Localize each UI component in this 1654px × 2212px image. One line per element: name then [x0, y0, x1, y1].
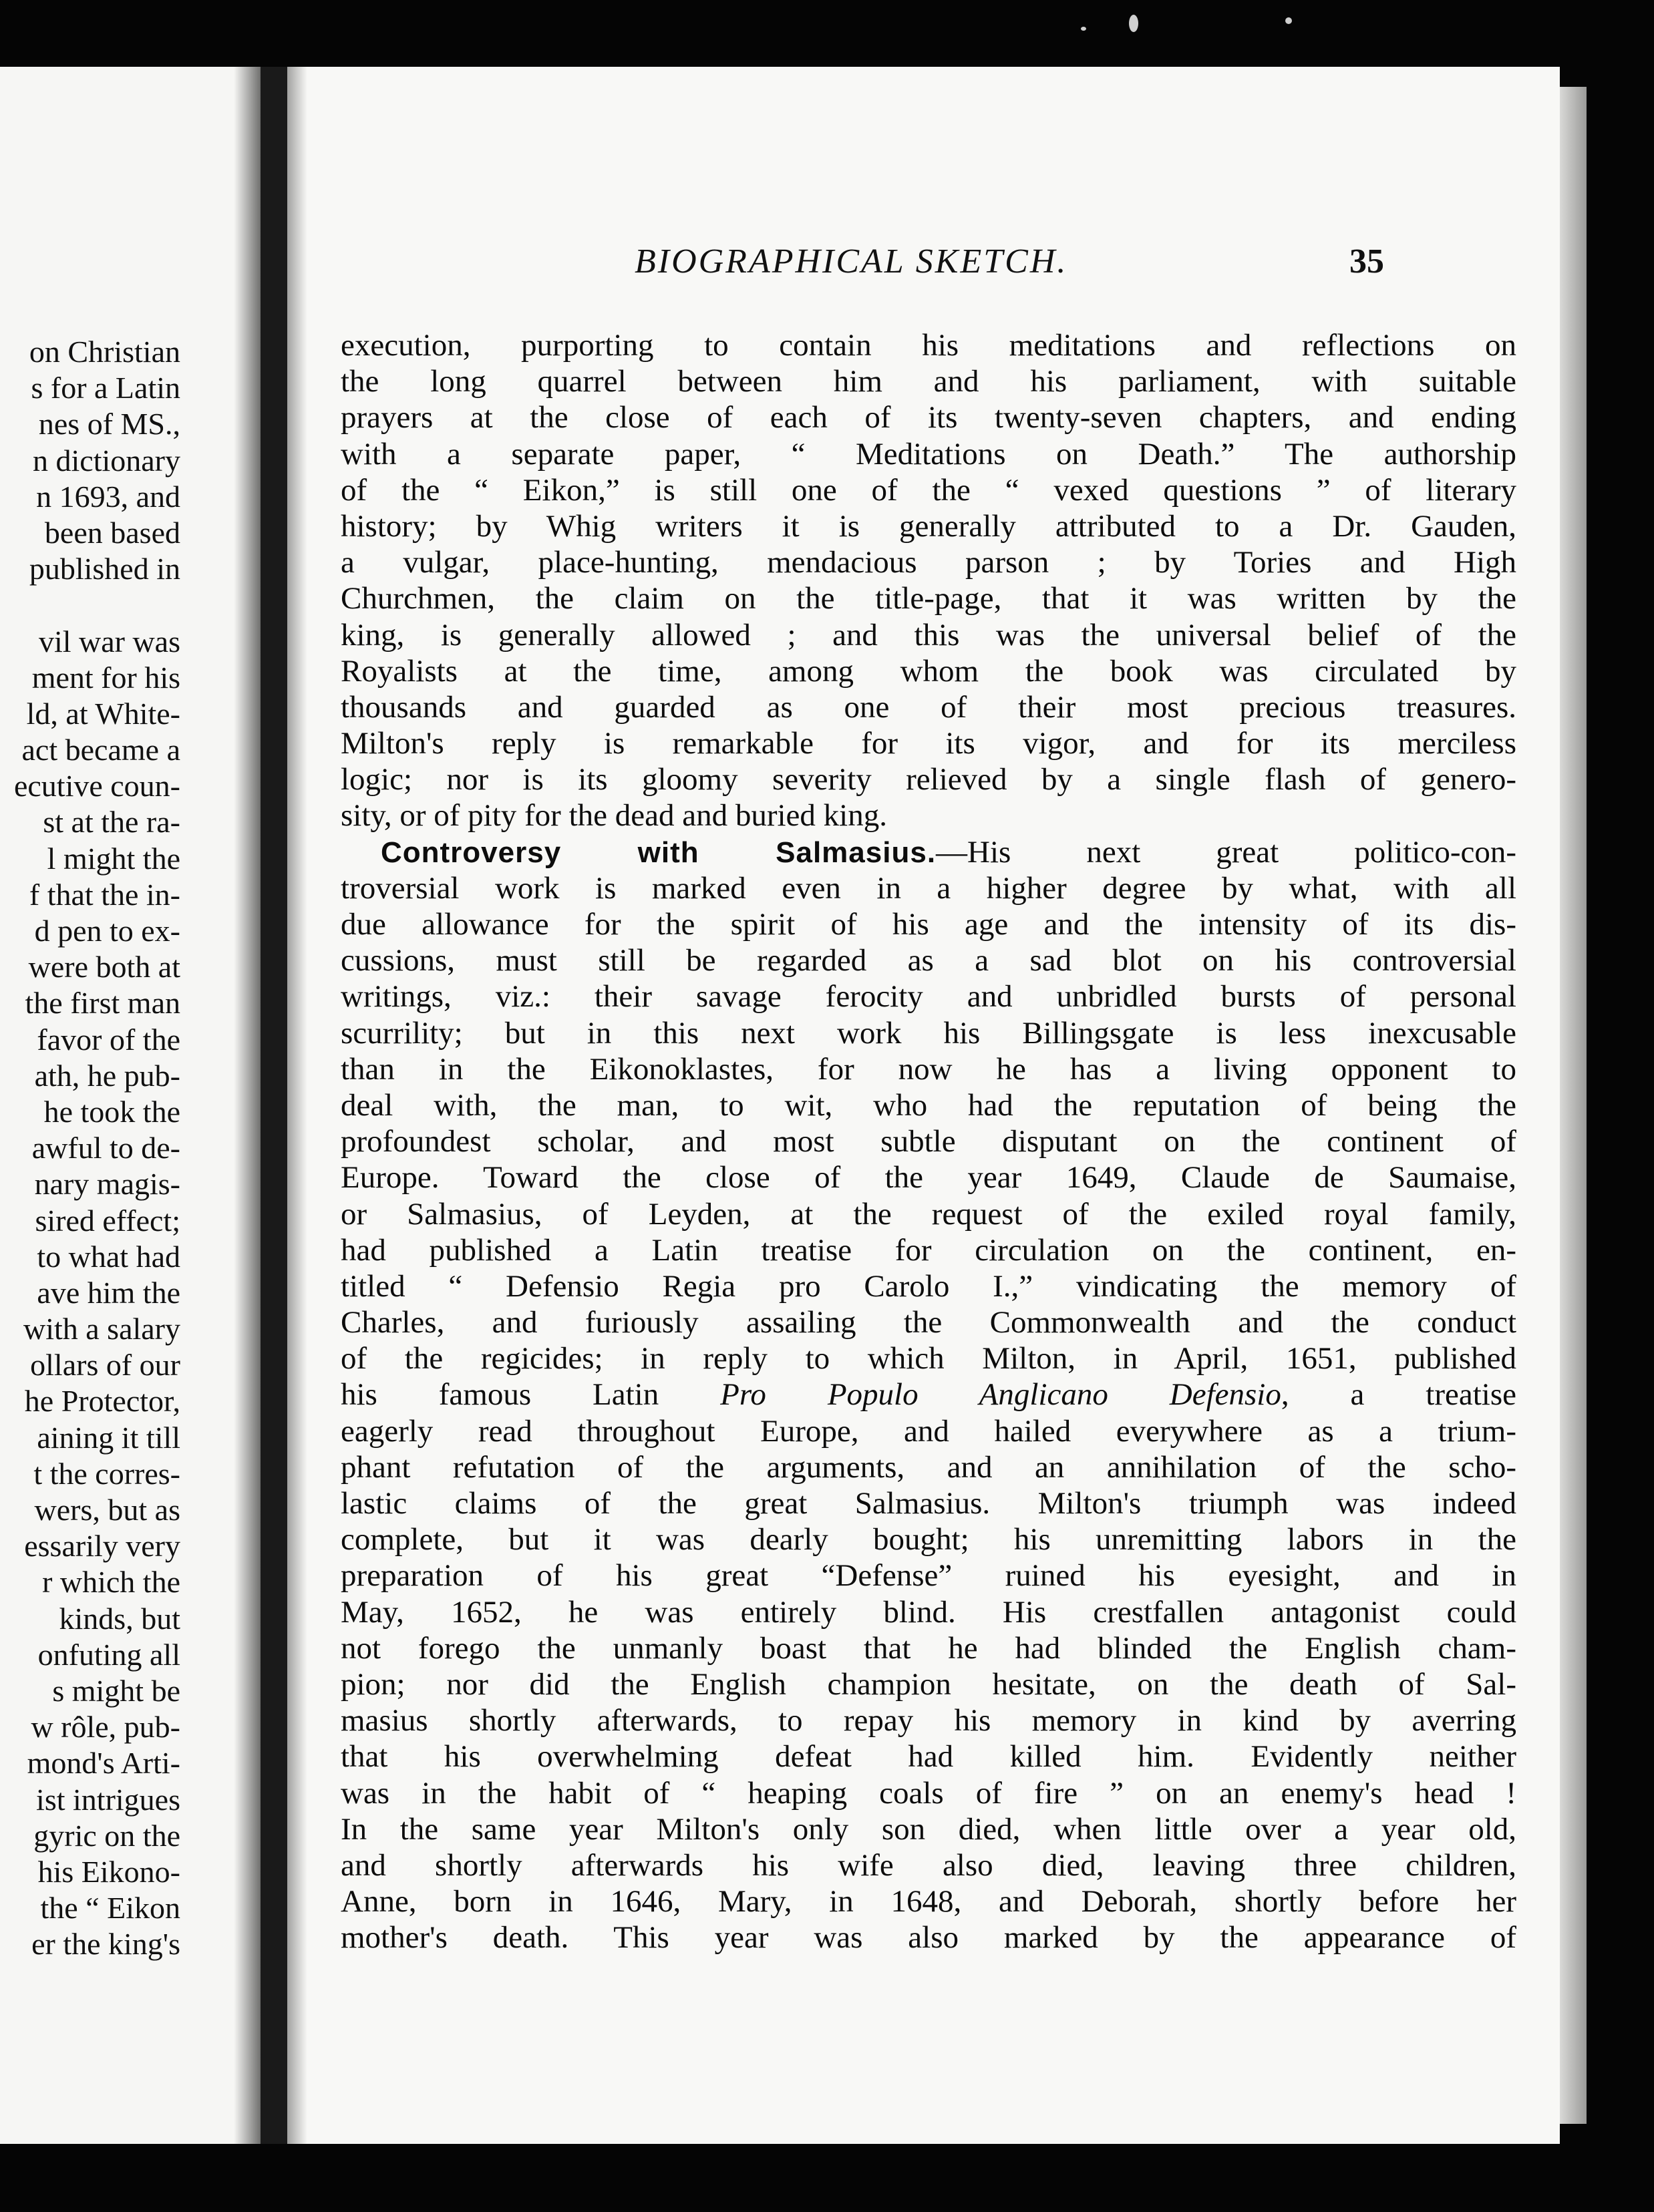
left-page-line: awful to de- — [31, 1131, 180, 1165]
left-page-line: nary magis- — [34, 1167, 180, 1202]
text-line: the long quarrel between him and his parliament, with suitable — [341, 364, 1516, 399]
left-page-line: gyric on the — [33, 1818, 180, 1853]
text-line: masius shortly afterwards, to repay his memory in kind by averring — [341, 1703, 1516, 1738]
left-page-line: with a salary — [23, 1312, 180, 1346]
left-page-line: kinds, but — [59, 1601, 180, 1636]
latin-title-line — [341, 1376, 1516, 1413]
left-page-line: s for a Latin — [31, 371, 180, 405]
left-page-line: ist intrigues — [36, 1782, 180, 1817]
book-gutter — [261, 67, 287, 2144]
section-heading-line — [341, 834, 1516, 870]
left-page-line: f that the in- — [29, 877, 180, 912]
left-page-line: published in — [29, 552, 180, 586]
text-line: eagerly read throughout Europe, and hailed everywhere as a trium- — [341, 1413, 1516, 1449]
text-line: deal with, the man, to wit, who had the reputation of being the — [341, 1087, 1516, 1123]
right-page — [287, 67, 1560, 2144]
left-page-line: nes of MS., — [38, 407, 180, 441]
text-line: sity, or of pity for the dead and buried king. — [341, 798, 887, 834]
text-line: of the regicides; in reply to which Milton, in April, 1651, published — [341, 1341, 1516, 1376]
latin-line-prefix: his famous Latin — [341, 1377, 721, 1413]
section-heading-continuation: —His next great politico-con- — [936, 834, 1516, 870]
left-page-line: er the king's — [31, 1927, 180, 1962]
left-page-line: n dictionary — [33, 443, 180, 478]
left-page-line: vil war was — [38, 624, 180, 659]
left-page-line: st at the ra- — [43, 805, 180, 840]
scan-speck — [1285, 17, 1292, 24]
left-page-line: the first man — [25, 986, 180, 1021]
scan-speck — [1081, 27, 1086, 31]
left-page-line: on Christian — [29, 335, 180, 369]
text-line: mother's death. This year was also marked by the appearance of — [341, 1920, 1516, 1956]
text-line: a vulgar, place-hunting, mendacious parson ; by Tories and High — [341, 545, 1516, 580]
page-number: 35 — [1349, 242, 1384, 281]
text-line: cussions, must still be regarded as a sad blot on his controversial — [341, 943, 1516, 978]
left-page-gutter-shadow — [234, 67, 261, 2144]
text-line: profoundest scholar, and most subtle disputant on the continent of — [341, 1124, 1516, 1159]
left-page-line: sired effect; — [35, 1203, 180, 1238]
text-line: logic; nor is its gloomy severity relieved by a single flash of genero- — [341, 762, 1516, 797]
left-page-line: onfuting all — [37, 1637, 180, 1672]
text-line: troversial work is marked even in a higher degree by what, with all — [341, 870, 1516, 906]
text-line: execution, purporting to contain his meditations and reflections on — [341, 328, 1516, 363]
paragraph-salmasius — [341, 870, 1516, 1377]
left-page-line: r which the — [42, 1565, 180, 1600]
left-page-line: t the corres- — [33, 1456, 180, 1491]
text-line: thousands and guarded as one of their most precious treasures. — [341, 689, 1516, 725]
left-page-line: he Protector, — [24, 1384, 180, 1419]
left-page-line: wers, but as — [34, 1493, 180, 1527]
left-facing-page — [0, 67, 261, 2144]
paragraph-defense — [341, 1413, 1516, 1956]
left-page-line: ollars of our — [30, 1348, 180, 1382]
text-line: pion; nor did the English champion hesitate, on the death of Sal- — [341, 1666, 1516, 1702]
left-page-line: he took the — [43, 1094, 180, 1129]
paragraph-eikon — [341, 327, 1516, 834]
text-line: had published a Latin treatise for circulation on the continent, en- — [341, 1232, 1516, 1268]
text-line: Charles, and furiously assailing the Commonwealth and the conduct — [341, 1305, 1516, 1340]
text-line: with a separate paper, “ Meditations on Death.” The authorship — [341, 436, 1516, 472]
left-page-line: act became a — [21, 733, 180, 767]
text-line: titled “ Defensio Regia pro Carolo I.,” vindicating the memory of — [341, 1268, 1516, 1304]
left-page-line: ment for his — [31, 660, 180, 695]
latin-title: Pro Populo Anglicano Defensio — [720, 1377, 1281, 1413]
text-line: complete, but it was dearly bought; his unremitting labors in the — [341, 1522, 1516, 1557]
running-title: BIOGRAPHICAL SKETCH. — [635, 242, 1068, 281]
left-page-line: were both at — [28, 950, 180, 984]
latin-line-suffix: , a treatise — [1281, 1377, 1516, 1413]
left-page-line: his Eikono- — [37, 1854, 180, 1889]
left-page-line: ld, at White- — [26, 696, 180, 731]
text-line: Milton's reply is remarkable for its vigor, and for its merciless — [341, 726, 1516, 761]
section-heading: Controversy with Salmasius. — [381, 836, 937, 869]
left-page-line: w rôle, pub- — [31, 1710, 180, 1744]
left-page-line — [0, 587, 180, 623]
text-line: was in the habit of “ heaping coals of fire ” on an enemy's head ! — [341, 1775, 1516, 1811]
page-header — [287, 242, 1560, 289]
text-line: In the same year Milton's only son died, when little over a year old, — [341, 1811, 1516, 1847]
left-page-line: l might the — [47, 841, 180, 876]
left-page-line: d pen to ex- — [34, 914, 180, 948]
text-line: Royalists at the time, among whom the book was circulated by — [341, 653, 1516, 689]
text-line: writings, viz.: their savage ferocity and unbridled bursts of personal — [341, 979, 1516, 1015]
text-line: Anne, born in 1646, Mary, in 1648, and Deborah, shortly before her — [341, 1884, 1516, 1919]
text-line: Europe. Toward the close of the year 1649, Claude de Saumaise, — [341, 1160, 1516, 1195]
text-line: lastic claims of the great Salmasius. Milton's triumph was indeed — [341, 1486, 1516, 1521]
left-page-line: been based — [44, 515, 180, 550]
text-line: or Salmasius, of Leyden, at the request of the exiled royal family, — [341, 1196, 1516, 1232]
left-page-line: essarily very — [24, 1529, 180, 1563]
left-page-line: favor of the — [37, 1022, 180, 1057]
text-line: preparation of his great “Defense” ruined his eyesight, and in — [341, 1558, 1516, 1594]
left-page-line: s might be — [52, 1673, 180, 1708]
page-body — [341, 327, 1516, 1956]
left-page-line: ecutive coun- — [13, 769, 180, 803]
left-page-text — [0, 334, 180, 1962]
scan-speck — [1129, 15, 1138, 32]
page-stack-edge — [1560, 87, 1587, 2124]
text-line: May, 1652, he was entirely blind. His crestfallen antagonist could — [341, 1594, 1516, 1630]
left-page-line: n 1693, and — [36, 479, 180, 514]
left-page-line: to what had — [37, 1239, 180, 1274]
left-page-line: aining it till — [37, 1420, 180, 1455]
text-line: phant refutation of the arguments, and an annihilation of the scho- — [341, 1449, 1516, 1485]
text-line: history; by Whig writers it is generally attributed to a Dr. Gauden, — [341, 508, 1516, 544]
text-line: Churchmen, the claim on the title-page, that it was written by the — [341, 581, 1516, 616]
text-line: that his overwhelming defeat had killed him. Evidently neither — [341, 1739, 1516, 1775]
text-line: king, is generally allowed ; and this was the universal belief of the — [341, 617, 1516, 653]
right-page-gutter-shadow — [287, 67, 307, 2144]
text-line: not forego the unmanly boast that he had blinded the English cham- — [341, 1630, 1516, 1666]
text-line: prayers at the close of each of its twenty-seven chapters, and ending — [341, 400, 1516, 435]
left-page-line: ave him the — [37, 1275, 180, 1310]
text-line: due allowance for the spirit of his age and the intensity of its dis- — [341, 907, 1516, 942]
text-line: than in the Eikonoklastes, for now he has a living opponent to — [341, 1051, 1516, 1087]
text-line: scurrility; but in this next work his Billingsgate is less inexcusable — [341, 1015, 1516, 1051]
left-page-line: ath, he pub- — [34, 1058, 180, 1093]
left-page-line: mond's Arti- — [27, 1746, 180, 1781]
text-line: and shortly afterwards his wife also died, leaving three children, — [341, 1847, 1516, 1883]
text-line: of the “ Eikon,” is still one of the “ vexed questions ” of literary — [341, 472, 1516, 508]
left-page-line: the “ Eikon — [40, 1891, 180, 1925]
